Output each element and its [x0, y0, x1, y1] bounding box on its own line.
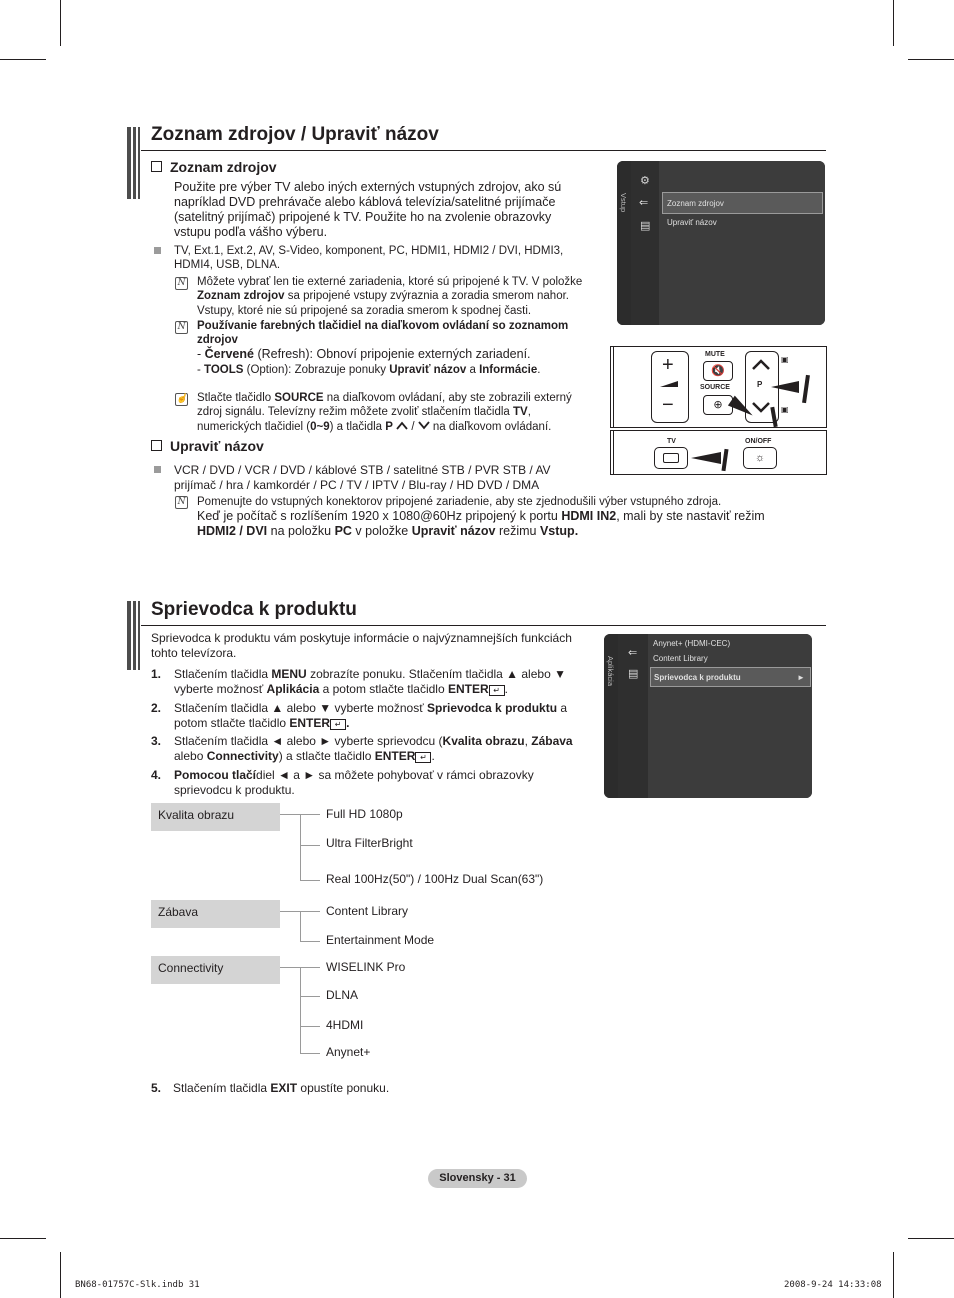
source-label: SOURCE — [700, 384, 730, 391]
note-text: Pomenujte do vstupných konektorov pripojené zariadenie, aby ste zjednodušili výber vstupného zdroja. — [197, 496, 722, 508]
gear-icon: ⚙ — [640, 175, 650, 187]
p-label: P — [757, 380, 763, 389]
tree-option: Entertainment Mode — [326, 933, 435, 947]
section-title: Zoznam zdrojov / Upraviť názov — [151, 124, 439, 145]
tree-category: Connectivity — [151, 956, 280, 984]
source-button[interactable]: ⊕ — [703, 395, 733, 415]
section-rule — [141, 625, 826, 626]
crop-mark — [60, 0, 61, 46]
enter-icon: ↵ — [415, 752, 431, 763]
tree-category: Zábava — [151, 900, 280, 928]
app-icon: ▤ — [628, 668, 639, 680]
chevron-down-icon — [418, 421, 430, 430]
step-2: 2. Stlačením tlačidla ▲ alebo ▼ vyberte možnosť Sprievodca k produktu a potom stlačte tlačidlo ENTER ↵ . — [151, 701, 568, 730]
section-title: Sprievodca k produktu — [151, 599, 357, 620]
section-marker — [127, 127, 141, 199]
osd-vertical-label: Vstup — [619, 193, 628, 213]
input-icon: ⇐ — [628, 647, 638, 659]
tree-option: Ultra FilterBright — [326, 836, 413, 850]
note-icon: N — [175, 496, 188, 509]
intro-paragraph: Sprievodca k produktu vám poskytuje informácie o najvýznamnejších funkciách tohto televízora. — [151, 631, 572, 660]
chevron-up-icon — [396, 421, 408, 430]
tree-category: Kvalita obrazu — [151, 803, 280, 831]
step-4: 4. Pomocou tlačídiel ◄ a ► sa môžete pohybovať v rámci obrazovky sprievodcu k produktu. — [151, 768, 534, 797]
note-icon: N — [175, 321, 188, 334]
tree-connector — [300, 1053, 320, 1054]
osd-item-edit-name: Upraviť názov — [667, 218, 717, 227]
osd-vertical-label: Aplikácia — [606, 656, 615, 687]
remote-panel-upper — [610, 346, 827, 428]
footer-timestamp: 2008-9-24 14:33:08 — [784, 1280, 882, 1290]
osd-item-product-guide: Sprievodca k produktu — [654, 673, 741, 682]
volume-up-icon: + — [662, 354, 674, 376]
tree-option: Real 100Hz(50") / 100Hz Dual Scan(63") — [326, 872, 544, 886]
tree-option: WISELINK Pro — [326, 960, 406, 974]
step-3: 3. Stlačením tlačidla ◄ alebo ► vyberte sprievodcu (Kvalita obrazu, Zábava alebo Connectivity) a stlačte tlačidlo ENTER ↵ . — [151, 734, 573, 763]
crop-mark — [0, 59, 46, 60]
step-1: 1. Stlačením tlačidla MENU zobrazíte ponuku. Stlačením tlačidla ▲ alebo ▼ vyberte možnosť Aplikácia a potom stlačte tlačidlo ENTER ↵ . — [151, 667, 566, 696]
note-icon: N — [175, 277, 188, 290]
osd-item-content-library: Content Library — [653, 654, 708, 663]
note-text: Stlačte tlačidlo SOURCE na diaľkovom ovládaní, aby ste zobrazili externý zdroj signálu. Televízny režim môžete zvoliť stlačením tlačidla TV, numerických tlačidiel (0~9) a tlačidla P / na diaľkovom ovládaní. — [197, 392, 572, 433]
osd-application-menu — [604, 634, 812, 798]
osd-item-anynet: Anynet+ (HDMI-CEC) — [653, 639, 731, 648]
tree-option: Full HD 1080p — [326, 807, 403, 821]
tree-connector — [300, 967, 301, 1053]
pointer-arrow-icon — [771, 381, 799, 393]
dash-item-red: - Červené (Refresh): Obnoví pripojenie externých zariadení. — [197, 347, 531, 361]
tree-option: DLNA — [326, 988, 359, 1002]
tree-option: Anynet+ — [326, 1045, 371, 1059]
device-list-bullet: VCR / DVD / VCR / DVD / káblové STB / satelitné STB / PVR STB / AV prijímač / hra / kamkordér / PC / TV / IPTV / Blu-ray / HD DVD / DMA — [174, 463, 551, 492]
mute-label: MUTE — [705, 351, 725, 358]
crop-mark — [893, 1252, 894, 1298]
source-list-bullet: TV, Ext.1, Ext.2, AV, S-Video, komponent, PC, HDMI1, HDMI2 / DVI, HDMI3, HDMI4, USB, DLNA. — [174, 245, 564, 272]
bullet-square — [154, 466, 161, 473]
power-button[interactable]: ☼ — [743, 447, 777, 469]
side-icon: ▣ — [781, 355, 789, 364]
crop-mark — [0, 1238, 46, 1239]
page-number-badge: Slovensky - 31 — [428, 1169, 527, 1188]
side-icon: ▣ — [781, 405, 789, 414]
tree-option: Content Library — [326, 904, 409, 918]
pointer-arrow-icon — [691, 452, 721, 464]
osd-item-source-list: Zoznam zdrojov — [667, 199, 724, 208]
intro-paragraph: Použite pre výber TV alebo iných externých vstupných zdrojov, ako sú napríklad DVD prehrávače alebo káblová televízia/satelitné prijímače (satelitný prijímač) pripojené k TV. Použite ho na zvolenie obrazovky vstupu podľa vášho výberu. — [174, 180, 562, 239]
channel-up-icon — [751, 359, 771, 371]
note-text-hdmi: Keď je počítač s rozlíšením 1920 x 1080@60Hz pripojený k portu HDMI IN2, mali by ste nastaviť režim HDMI2 / DVI na položku PC v položke Upraviť názov režimu Vstup. — [197, 509, 765, 538]
mute-button[interactable]: 🔇 — [703, 361, 733, 381]
note-text: Používanie farebných tlačidiel na diaľkovom ovládaní so zoznamom zdrojov — [197, 320, 569, 347]
tree-connector — [300, 996, 320, 997]
bullet-square — [154, 247, 161, 254]
tree-connector — [300, 814, 301, 880]
crop-mark — [908, 1238, 954, 1239]
tree-connector — [300, 1026, 320, 1027]
step-5: 5. Stlačením tlačidla EXIT opustíte ponuku. — [151, 1081, 390, 1095]
enter-icon: ↵ — [330, 719, 346, 730]
tree-connector — [300, 911, 301, 941]
hand-note-icon: ☝ — [176, 394, 188, 404]
osd-input-menu — [617, 161, 825, 325]
crop-mark — [60, 1252, 61, 1298]
app-icon: ▤ — [640, 220, 651, 232]
enter-icon: ↵ — [489, 685, 505, 696]
note-text: Môžete vybrať len tie externé zariadenia, ktoré sú pripojené k TV. V položke Zoznam zdrojov sa pripojené vstupy zvýraznia a zoradia smerom nahor. Vstupy, ktoré nie sú pripojené sa zoradia smerom k spodnej časti. — [197, 276, 583, 317]
volume-down-icon: − — [662, 394, 674, 416]
section-marker — [127, 601, 141, 670]
tree-option: 4HDMI — [326, 1018, 364, 1032]
remote-panel-lower — [610, 430, 827, 475]
section-rule — [141, 150, 826, 151]
tree-connector — [300, 880, 320, 881]
onoff-label: ON/OFF — [745, 438, 772, 445]
volume-ramp-icon — [660, 381, 678, 387]
crop-mark — [893, 0, 894, 46]
subheading-source-list: Zoznam zdrojov — [151, 159, 277, 175]
tree-connector — [300, 941, 320, 942]
tv-label: TV — [667, 438, 676, 445]
osd-arrow-right: ► — [797, 673, 805, 682]
dash-item-tools: - TOOLS (Option): Zobrazuje ponuky Upraviť názov a Informácie. — [197, 364, 541, 376]
tree-connector — [300, 845, 320, 846]
crop-mark — [908, 59, 954, 60]
subheading-edit-name: Upraviť názov — [151, 438, 264, 454]
input-icon: ⇐ — [639, 197, 649, 209]
footer-file: BN68-01757C-Slk.indb 31 — [75, 1280, 200, 1290]
